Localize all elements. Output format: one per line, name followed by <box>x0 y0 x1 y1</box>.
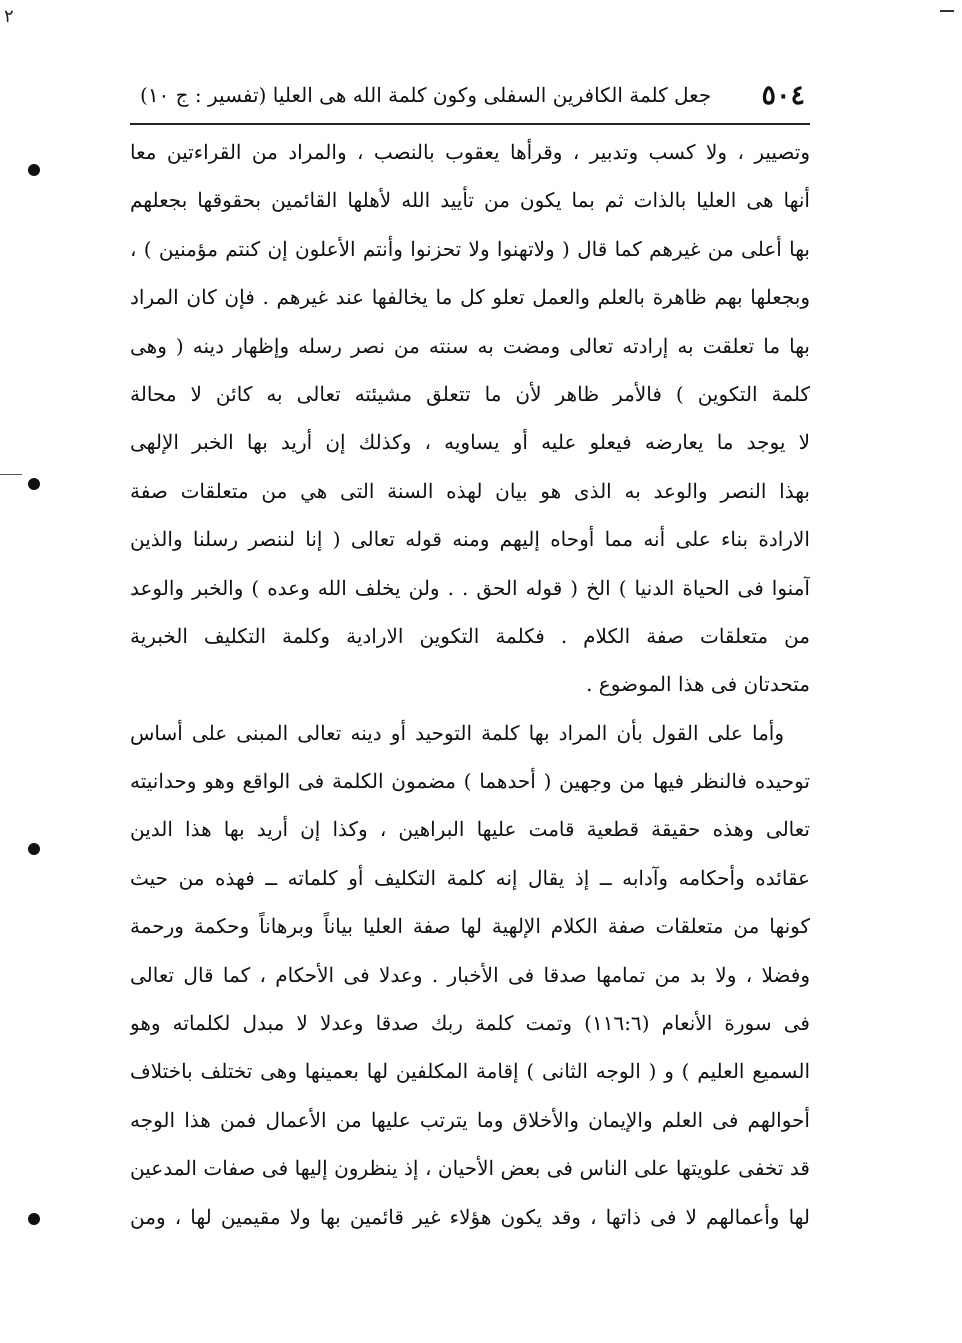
header-rule <box>130 123 810 125</box>
text-line: وفضلا ، ولا بد من تمامها صدقا فى الأخبار . وعدلا فى الأحكام ، كما قال تعالى <box>130 962 810 987</box>
punch-hole-mark <box>28 843 40 855</box>
body-text <box>130 128 810 1241</box>
text-line: كونها من متعلقات صفة الكلام الإلهية لها صفة العليا بياناً وبرهاناً وحكمة ورحمة <box>130 914 810 939</box>
text-line: قد تخفى علويتها على الناس فى بعض الأحيان ، إذ ينظرون إليها فى صفات المدعين <box>130 1156 810 1181</box>
text-line: فى سورة الأنعام (١١٦:٦) وتمت كلمة ربك صدقا وعدلا لا مبدل لكلماته وهو <box>130 1011 810 1036</box>
punch-hole-mark <box>28 1213 40 1225</box>
margin-dash-mark <box>0 474 22 475</box>
text-line: بها أعلى من غيرهم كما قال ( ولاتهنوا ولا تحزنوا وأنتم الأعلون إن كنتم مؤمنين ) ، <box>130 236 810 261</box>
text-line: وبجعلها بهم ظاهرة بالعلم والعمل تعلو كل ما يخالفها عند غيرهم . فإن كان المراد <box>130 285 810 310</box>
text-line: كلمة التكوين ) فالأمر ظاهر لأن ما تتعلق مشيئته تعالى به كائن لا محالة <box>130 381 810 406</box>
text-line: أنها هى العليا بالذات ثم بما يكون من تأييد الله لأهلها القائمين بحقوقها بجعلهم <box>130 188 810 213</box>
scan-edge-mark <box>940 10 954 12</box>
text-line: من متعلقات صفة الكلام . فكلمة التكوين الارادية وكلمة التكليف الخبرية <box>130 623 810 648</box>
page-number: ٥٠٤ <box>761 79 805 111</box>
scan-corner-mark: ٢ <box>4 6 14 27</box>
text-line: بهذا النصر والوعد به الذى هو بيان لهذه السنة التى هي من متعلقات صفة <box>130 478 810 503</box>
running-title: جعل كلمة الكافرين السفلى وكون كلمة الله هى العليا (تفسير : ج ١٠) <box>140 83 712 107</box>
text-line: بها ما تعلقت به إرادته تعالى ومضت به سنته من نصر رسله وإظهار دينه ( وهى <box>130 333 810 358</box>
text-line: لها وأعمالهم لا فى ذاتها ، وقد يكون هؤلاء غير قائمين بها ولا مقيمين لها ، ومن <box>130 1204 810 1229</box>
text-line: أحوالهم فى العلم والإيمان والأخلاق وما يترتب عليها من الأعمال فمن هذا الوجه <box>130 1107 810 1132</box>
text-line: السميع العليم ) و ( الوجه الثانى ) إقامة المكلفين لها بعمينها وهى تختلف باختلاف <box>130 1059 810 1084</box>
text-line: الارادة بناء على أنه مما أوحاه إليهم ومنه قوله تعالى ( إنا لننصر رسلنا والذين <box>130 527 810 552</box>
running-header <box>140 72 805 118</box>
text-line: تعالى وهذه حقيقة قطعية قامت عليها البراهين ، وكذا إن أريد بها هذا الدين <box>130 817 810 842</box>
text-line: آمنوا فى الحياة الدنيا ) الخ ( قوله الحق . . ولن يخلف الله وعده ) والخبر والوعد <box>130 575 810 600</box>
text-line: لا يوجد ما يعارضه فيعلو عليه أو يساويه ، وكذلك إن أريد بها الخبر الإلهى <box>130 430 810 455</box>
text-line: توحيده فالنظر فيها من وجهين ( أحدهما ) مضمون الكلمة فى الواقع وهو وحدانيته <box>130 769 810 794</box>
text-line: عقائده وأحكامه وآدابه ــ إذ يقال إنه كلمة التكليف أو كلماته ــ فهذه من حيث <box>130 865 810 890</box>
paragraph-end-line: متحدتان فى هذا الموضوع . <box>586 672 810 697</box>
paragraph-start-line: وأما على القول بأن المراد بها كلمة التوحيد أو دينه تعالى المبنى على أساس <box>130 720 784 745</box>
punch-hole-mark <box>28 164 40 176</box>
punch-hole-mark <box>28 478 40 490</box>
text-line: وتصيير ، ولا كسب وتدبير ، وقرأها يعقوب بالنصب ، والمراد من القراءتين معا <box>130 140 810 164</box>
